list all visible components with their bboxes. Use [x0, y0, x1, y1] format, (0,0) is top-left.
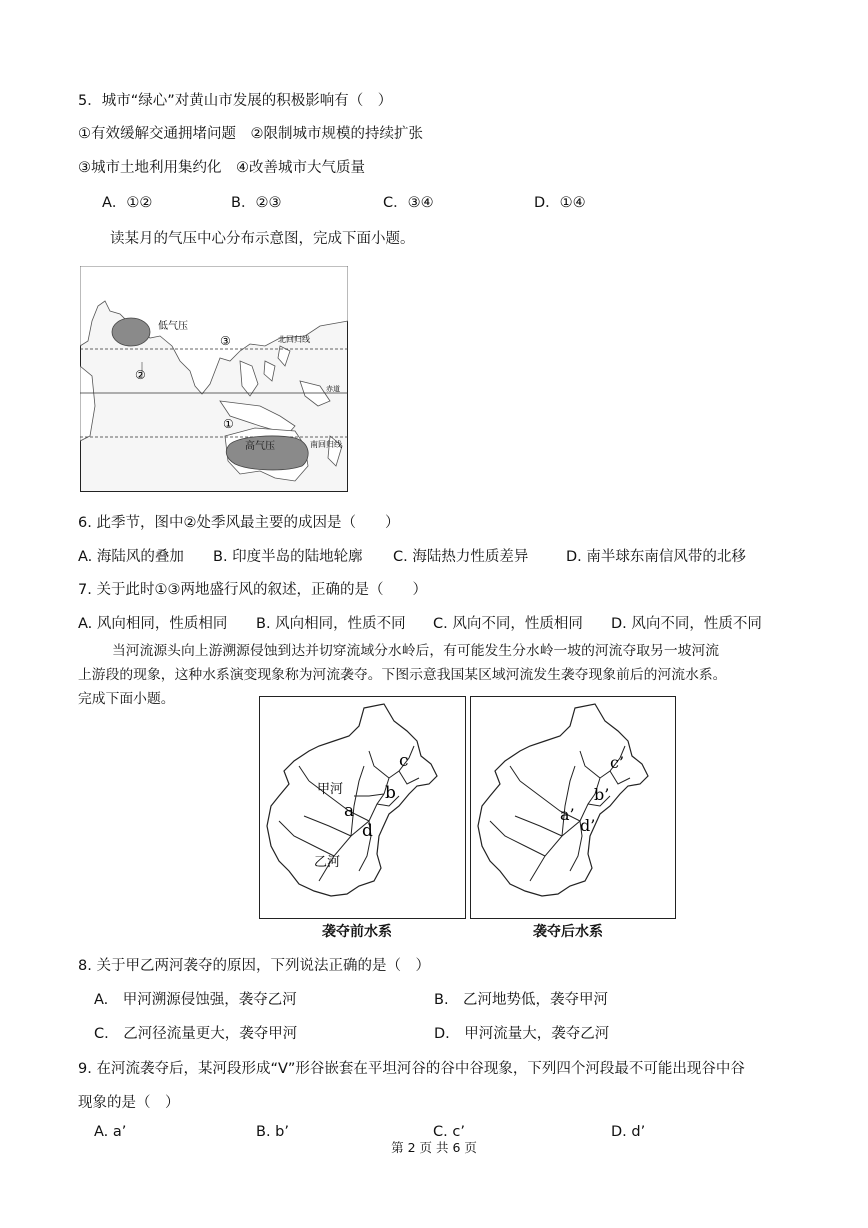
q5-option-d: D．①④ [534, 195, 586, 211]
marker-3: ③ [220, 334, 231, 348]
q7-option-b: B. 风向相同，性质不同 [256, 616, 406, 632]
label-d-prime: d’ [580, 816, 596, 835]
label-b: b [385, 783, 396, 803]
page-footer: 第 2 页 共 6 页 [391, 1140, 477, 1155]
label-jia-river: 甲河 [317, 782, 344, 797]
q9-option-c: C. c’ [433, 1124, 465, 1140]
q8-stem: 8. 关于甲乙两河袭夺的原因，下列说法正确的是（ ） [78, 958, 430, 974]
pressure-center-map [80, 266, 348, 492]
intro-capture-line2: 上游段的现象，这种水系演变现象称为河流袭夺。下图示意我国某区域河流发生袭夺现象前后的河流水系。 [78, 667, 727, 683]
label-a: a [344, 801, 355, 821]
low-pressure-area [112, 318, 150, 346]
label-c-prime: c’ [610, 753, 625, 772]
q9-stem-line1: 9. 在河流袭夺后，某河段形成“V”形谷嵌套在平坦河谷的谷中谷现象，下列四个河段最不可能出现谷中谷 [78, 1061, 745, 1077]
q6-option-a: A. 海陆风的叠加 [78, 549, 184, 565]
q8-option-d: D. 甲河流量大，袭夺乙河 [434, 1026, 610, 1042]
q6-option-c: C. 海陆热力性质差异 [393, 549, 529, 565]
river-map-before [259, 696, 466, 919]
q7-option-c: C. 风向不同，性质相同 [433, 616, 583, 632]
q5-items-3-4: ③城市土地利用集约化 ④改善城市大气质量 [78, 160, 365, 176]
q6-option-d: D. 南半球东南信风带的北移 [566, 549, 746, 565]
q8-option-b: B. 乙河地势低，袭夺甲河 [434, 992, 609, 1008]
q9-option-a: A. a’ [94, 1124, 127, 1140]
high-pressure-label: 高气压 [245, 441, 275, 452]
marker-2: ② [135, 368, 146, 382]
q5-option-b: B．②③ [231, 195, 282, 211]
q7-option-a: A. 风向相同，性质相同 [78, 616, 228, 632]
q5-option-a: A．①② [102, 195, 153, 211]
river-map-after [470, 696, 676, 919]
label-a-prime: a’ [560, 805, 575, 824]
q9-option-b: B. b’ [256, 1124, 289, 1140]
q5-option-c: C．③④ [383, 195, 434, 211]
q8-option-a: A. 甲河溯源侵蚀强，袭夺乙河 [94, 992, 297, 1008]
q6-option-b: B. 印度半岛的陆地轮廓 [213, 549, 363, 565]
caption-after: 袭夺后水系 [533, 924, 603, 940]
label-yi-river: 乙河 [314, 855, 341, 870]
q5-items-1-2: ①有效缓解交通拥堵问题 ②限制城市规模的持续扩张 [78, 126, 423, 142]
caption-before: 袭夺前水系 [322, 924, 392, 940]
q9-stem-line2: 现象的是（ ） [78, 1095, 180, 1111]
q9-option-d: D. d’ [611, 1124, 646, 1140]
q6-stem: 6. 此季节，图中②处季风最主要的成因是（ ） [78, 515, 400, 531]
label-c: c [399, 751, 409, 771]
tropic-south-label: 南回归线 [310, 440, 342, 449]
label-b-prime: b’ [594, 785, 610, 804]
q8-option-c: C. 乙河径流量更大，袭夺甲河 [94, 1026, 298, 1042]
q7-option-d: D. 风向不同，性质不同 [611, 616, 762, 632]
intro-capture-line1: 当河流源头向上游溯源侵蚀到达并切穿流域分水岭后，有可能发生分水岭一坡的河流夺取另一坡河流 [112, 643, 720, 659]
intro-capture-line3: 完成下面小题。 [78, 691, 175, 707]
q5-stem: 5．城市“绿心”对黄山市发展的积极影响有（ ） [78, 93, 393, 109]
tropic-north-label: 北回归线 [278, 335, 310, 344]
marker-1: ① [223, 417, 234, 431]
equator-label: 赤道 [326, 385, 340, 393]
label-d: d [362, 821, 373, 841]
intro-pressure: 读某月的气压中心分布示意图，完成下面小题。 [110, 231, 415, 247]
q7-stem: 7. 关于此时①③两地盛行风的叙述，正确的是（ ） [78, 582, 427, 598]
low-pressure-label: 低气压 [158, 321, 188, 332]
